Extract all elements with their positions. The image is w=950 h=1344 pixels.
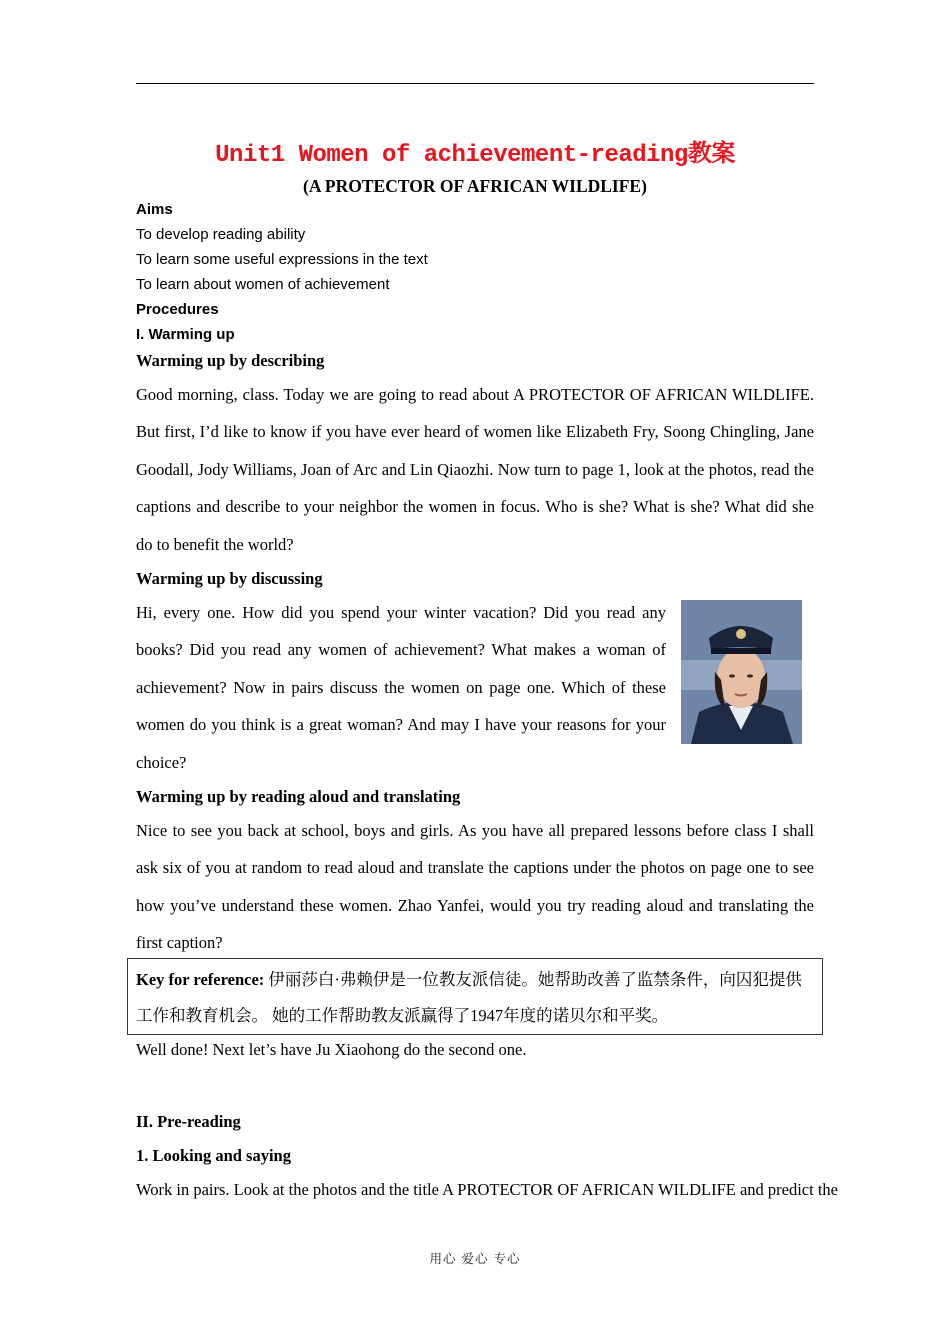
discussing-heading: Warming up by discussing: [136, 569, 323, 588]
procedures-heading: Procedures: [136, 301, 219, 318]
page-title: Unit1 Women of achievement-reading教案: [215, 142, 735, 169]
looking-saying-heading: 1. Looking and saying: [136, 1146, 291, 1165]
aims-heading: Aims: [136, 201, 173, 218]
key-reference-label: Key for reference:: [136, 970, 265, 989]
page-subtitle: (A PROTECTOR OF AFRICAN WILDLIFE): [303, 176, 647, 196]
describing-heading: Warming up by describing: [136, 351, 325, 370]
header-rule: [136, 83, 814, 84]
prereading-paragraph: Work in pairs. Look at the photos and the title A PROTECTOR OF AFRICAN WILDLIFE and predict the: [136, 1180, 838, 1199]
reading-aloud-heading: Warming up by reading aloud and translating: [136, 787, 461, 806]
policewoman-photo: [681, 600, 802, 744]
warming-up-heading: I. Warming up: [136, 326, 235, 343]
reading-aloud-paragraph: Nice to see you back at school, boys and girls. As you have all prepared lessons before class I shall ask six of you at random to read aloud and translate the captions under the photos on page one to see how you’ve understand these women. Zhao Yanfei, would you try reading aloud and translating the first caption?: [136, 821, 814, 953]
key-reference-text: [136, 962, 814, 1034]
describing-paragraph: Good morning, class. Today we are going to read about A PROTECTOR OF AFRICAN WILDLIFE. But first, I’d like to know if you have ever heard of women like Elizabeth Fry, Soong Chingling, Jane Goodall, Jody Williams, Joan of Arc and Lin Qiaozhi. Now turn to page 1, look at the photos, read the captions and describe to your neighbor the women in focus. Who is she? What is she? What did she do to benefit the world?: [136, 385, 814, 554]
key-reference-content: 伊丽莎白·弗赖伊是一位教友派信徒。她帮助改善了监禁条件，向囚犯提供工作和教育机会。 她的工作帮助教友派赢得了1947年度的诺贝尔和平奖。: [136, 970, 802, 1025]
prereading-heading: II. Pre-reading: [136, 1112, 241, 1131]
well-done-line: Well done! Next let’s have Ju Xiaohong do the second one.: [136, 1040, 527, 1059]
discussing-paragraph: Hi, every one. How did you spend your winter vacation? Did you read any books? Did you read any women of achievement? What makes a woman of achievement? Now in pairs discuss the women on page one. Which of these women do you think is a great woman? And may I have your reasons for your choice?: [136, 603, 666, 772]
aim-item: To develop reading ability: [136, 226, 306, 243]
aim-item: To learn about women of achievement: [136, 276, 390, 293]
aim-item: To learn some useful expressions in the text: [136, 251, 428, 268]
page-footer: 用心 爱心 专心: [429, 1251, 521, 1266]
